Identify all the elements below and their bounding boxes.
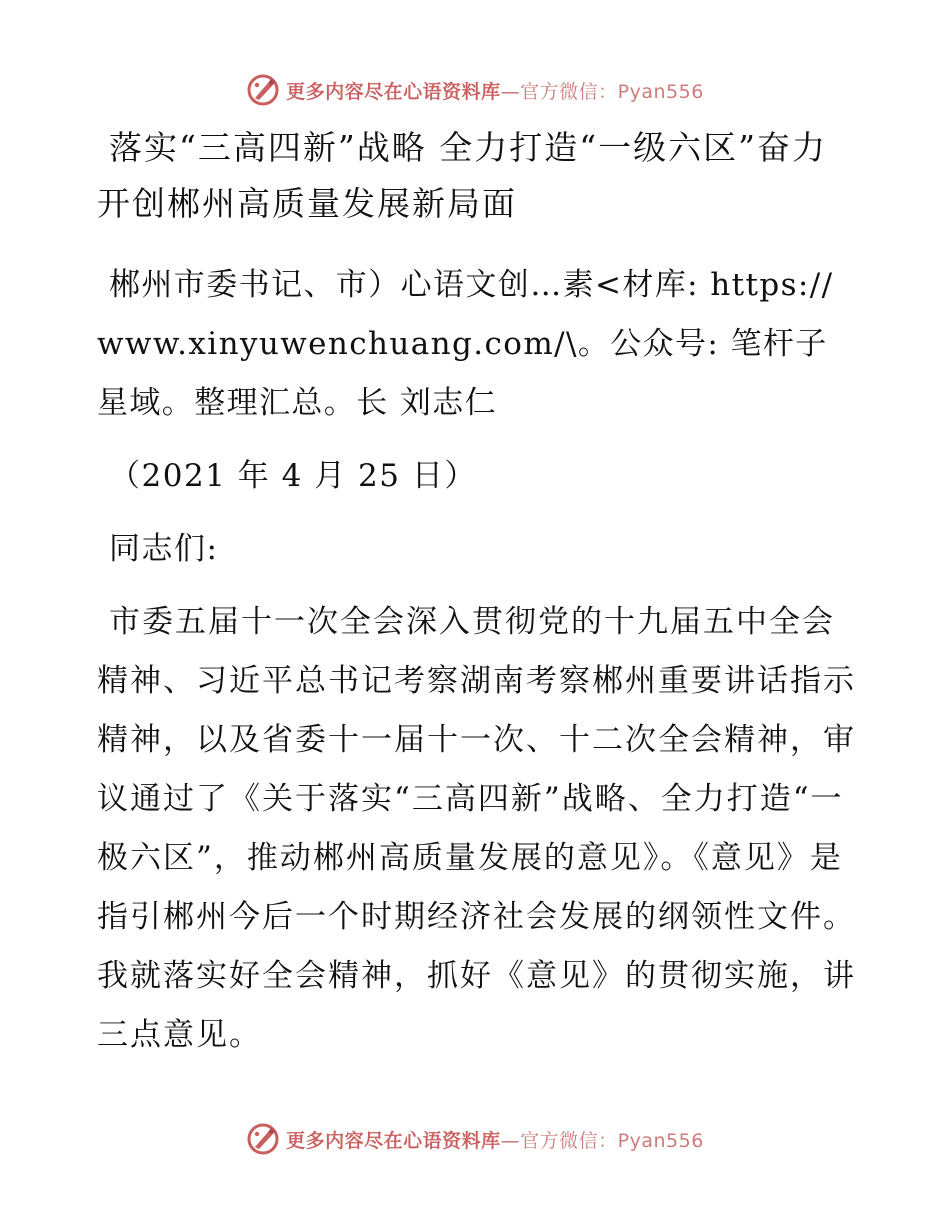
footer-watermark [0, 1117, 950, 1161]
greeting: 同志们: [109, 531, 219, 567]
author-line: 郴州市委书记、市）心语文创…素<材库: https://www.xinyuwenchuang.com/\。公众号: 笔杆子星域。整理汇总。长 刘志仁 [97, 267, 834, 421]
document-title: 落实“三高四新”战略 全力打造“一级六区”奋力开创郴州高质量发展新局面 [97, 128, 827, 223]
watermark-wechat: 官方微信：Pyan556 [520, 80, 704, 103]
body-paragraph: 市委五届十一次全会深入贯彻党的十九届五中全会精神、习近平总书记考察湖南考察郴州重要讲话指示精神，以及省委十一届十一次、十二次全会精神，审议通过了《关于落实“三高四新”战略、全力打造“一极六区”，推动郴州高质量发展的意见》。《意见》是指引郴州今后一个时期经济社会发展的纲领性文件。我就落实好全会精神，抓好《意见》的贯彻实施，讲三点意见。 [97, 604, 856, 1053]
watermark-wechat-footer: 官方微信：Pyan556 [520, 1129, 704, 1152]
pen-logo-icon [246, 1122, 280, 1156]
watermark-text-footer [286, 1126, 704, 1153]
watermark-main: 更多内容尽在心语资料库 [286, 80, 501, 103]
watermark-separator: — [500, 80, 521, 103]
header-watermark [0, 68, 950, 112]
pen-logo-icon [246, 73, 280, 107]
document-body [97, 120, 857, 1065]
watermark-main-footer: 更多内容尽在心语资料库 [286, 1129, 501, 1152]
watermark-group [246, 73, 704, 107]
watermark-separator-footer: — [500, 1129, 521, 1152]
watermark-group-footer [246, 1122, 704, 1156]
speech-date: （2021 年 4 月 25 日） [109, 458, 477, 494]
watermark-text [286, 77, 704, 104]
